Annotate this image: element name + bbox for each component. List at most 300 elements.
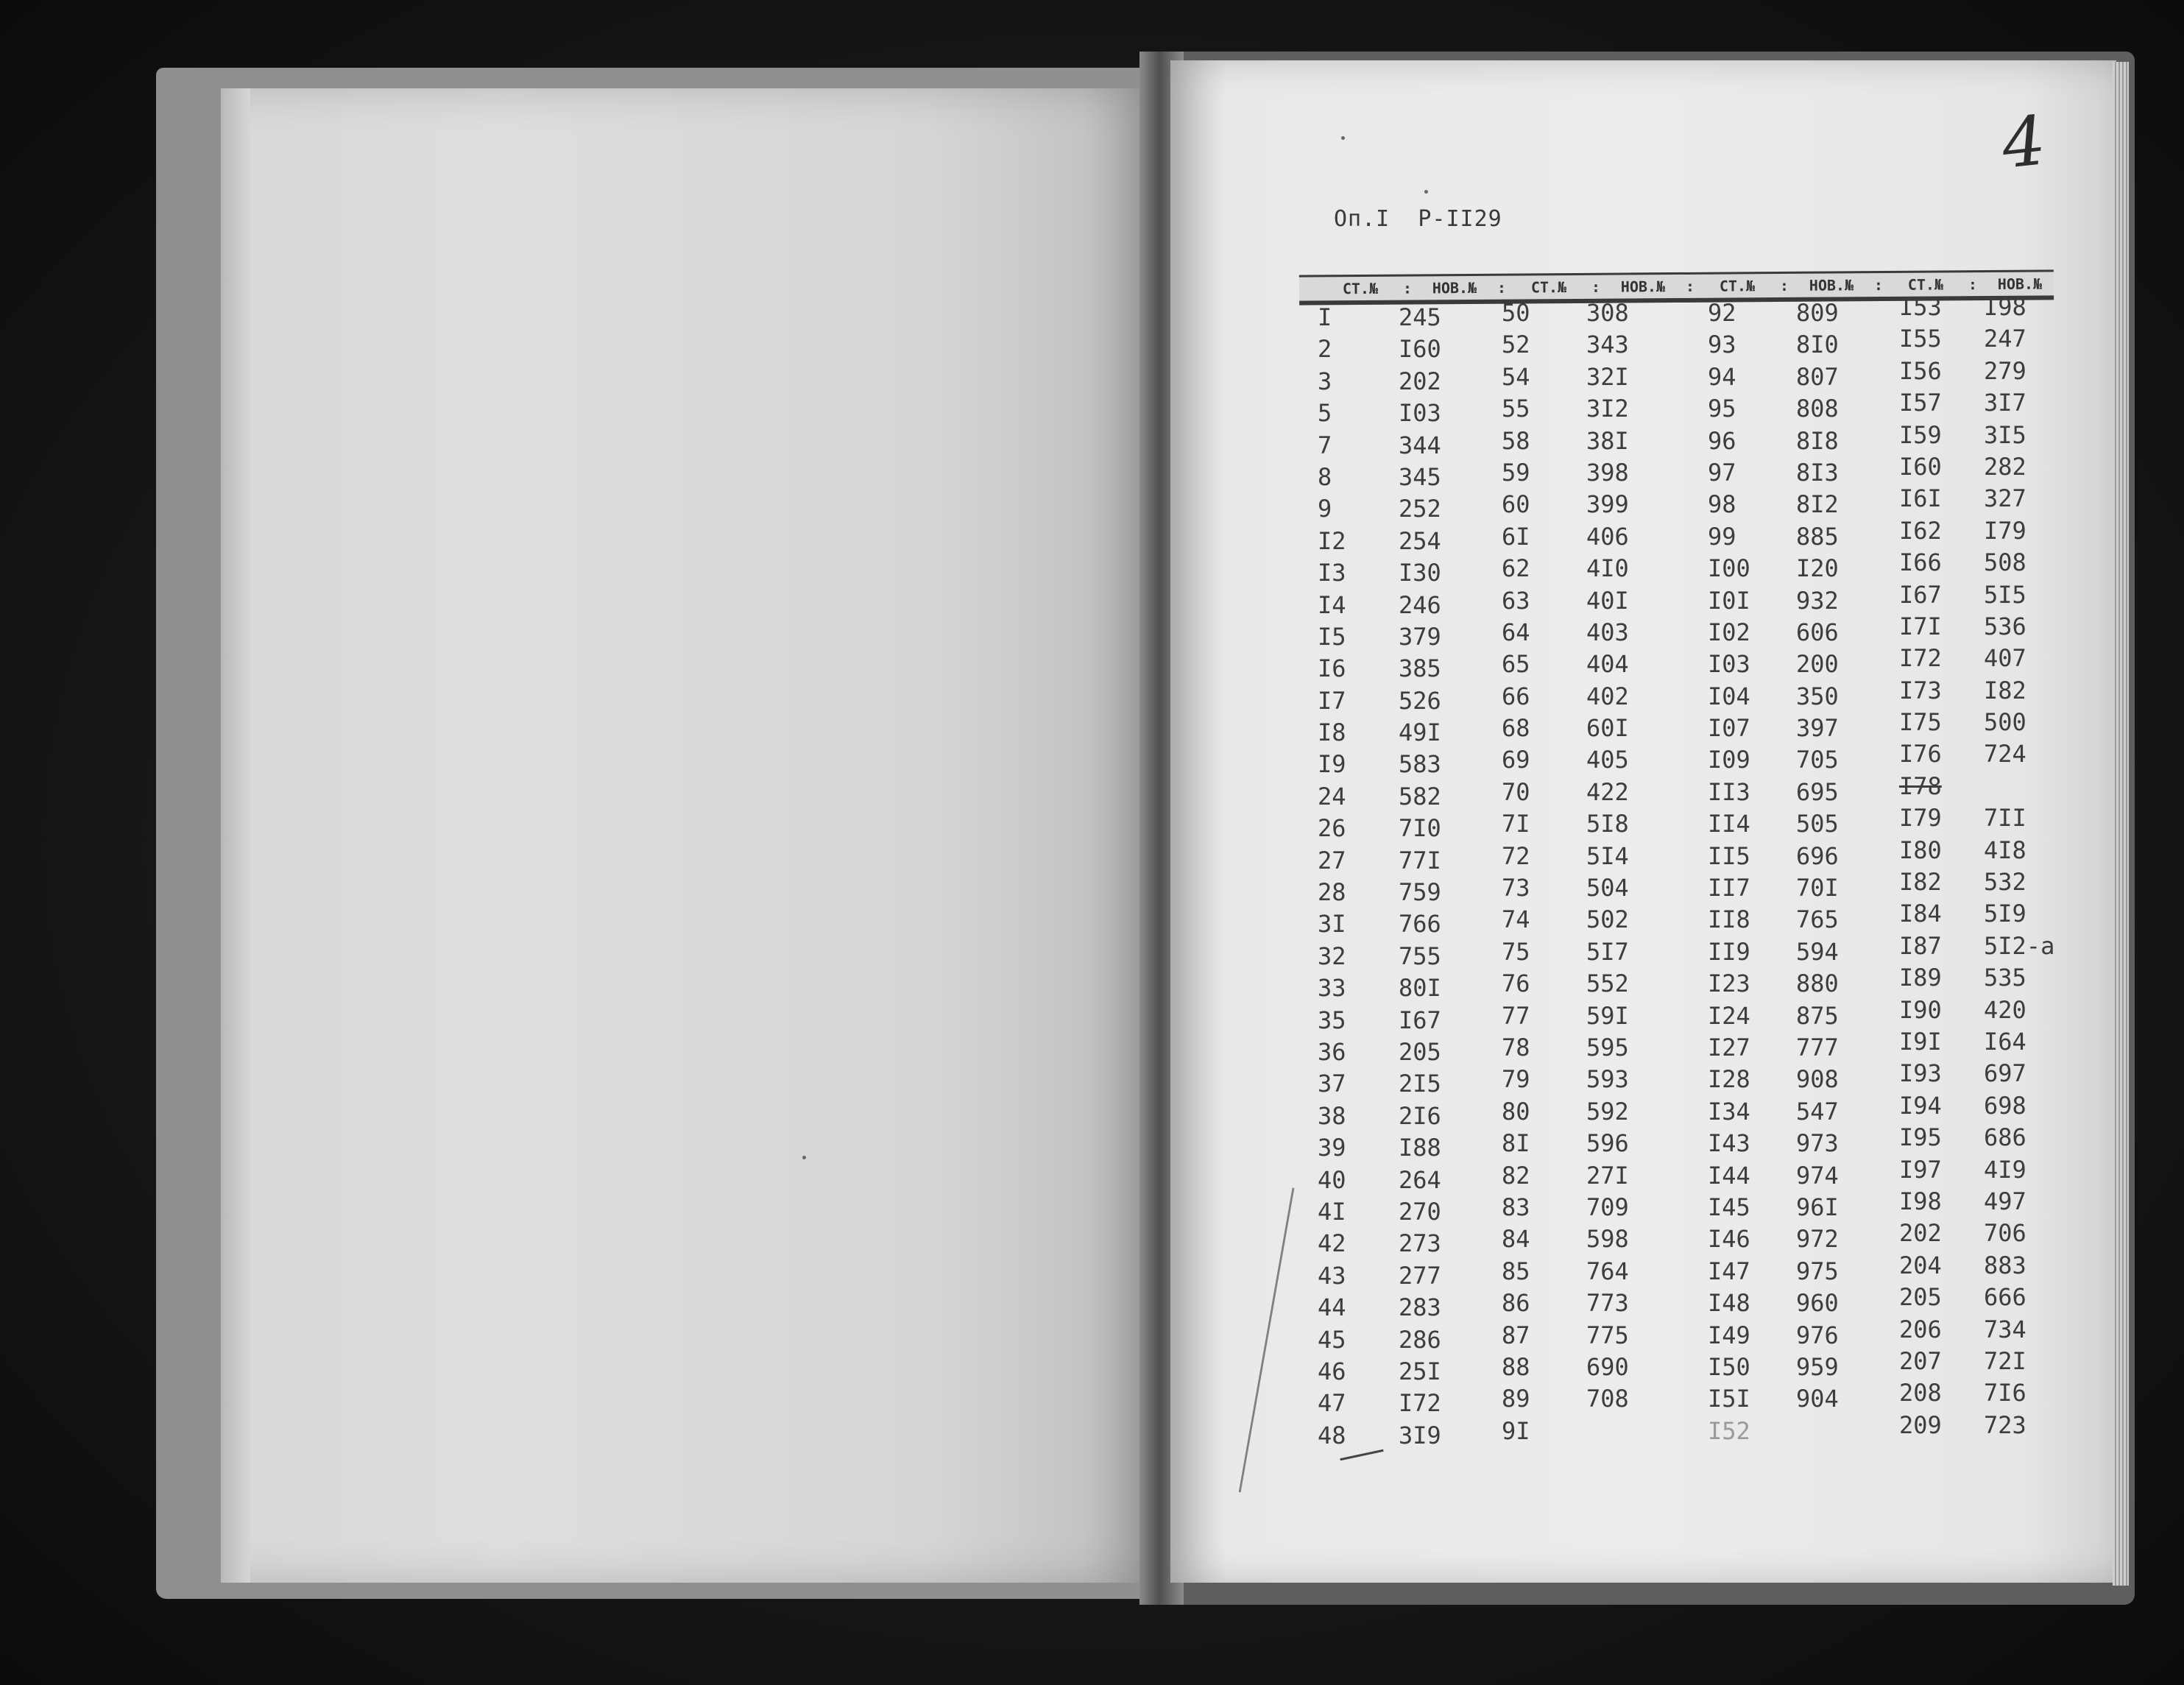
table-cell: 5I4 — [1586, 841, 1629, 870]
table-cell: 58 — [1502, 426, 1530, 455]
table-cell: 75 — [1502, 937, 1530, 966]
table-cell: I6 — [1318, 654, 1346, 683]
table-cell: 54 — [1502, 362, 1530, 391]
table-cell: II9 — [1708, 937, 1750, 966]
table-cell: 4I9 — [1984, 1155, 2026, 1184]
table-cell: I94 — [1899, 1091, 1942, 1120]
column-header-old-4: СТ.№ — [1907, 275, 1944, 294]
table-cell: I9 — [1318, 750, 1346, 779]
table-cell: 27I — [1586, 1161, 1629, 1190]
table-cell: 38 — [1318, 1101, 1346, 1130]
table-cell: 87 — [1502, 1321, 1530, 1349]
table-cell: 536 — [1984, 612, 2026, 640]
table-cell: 48 — [1318, 1421, 1346, 1449]
table-cell: I60 — [1899, 452, 1942, 481]
table-cell — [1796, 1416, 1906, 1447]
column-header-old-2: СТ.№ — [1530, 278, 1567, 297]
table-cell: I28 — [1708, 1065, 1750, 1094]
table-cell: I04 — [1708, 682, 1750, 710]
table-column-new-1 — [1399, 302, 1509, 1452]
table-cell: 36 — [1318, 1037, 1346, 1066]
table-cell: 246 — [1399, 590, 1441, 619]
table-cell: 807 — [1796, 362, 1839, 391]
table-cell: 59 — [1502, 458, 1530, 487]
table-cell: 40I — [1586, 586, 1629, 615]
folio-number: 4 — [1998, 101, 2049, 184]
paper-speck — [1341, 136, 1345, 140]
table-cell: I24 — [1708, 1001, 1750, 1030]
table-cell: 2I6 — [1399, 1101, 1441, 1130]
table-cell: 26 — [1318, 814, 1346, 843]
table-cell: 695 — [1796, 777, 1839, 806]
table-cell: 420 — [1984, 995, 2026, 1024]
table-cell: 606 — [1796, 618, 1839, 646]
table-cell: 202 — [1899, 1219, 1942, 1248]
table-cell: I84 — [1899, 900, 1942, 928]
table-cell: 5I9 — [1984, 900, 2026, 928]
table-cell: I49 — [1708, 1321, 1750, 1349]
table-cell: 96I — [1796, 1193, 1839, 1221]
table-cell: 960 — [1796, 1289, 1839, 1318]
table-cell: 403 — [1586, 618, 1629, 646]
table-cell: 42 — [1318, 1229, 1346, 1258]
table-cell: 98 — [1708, 490, 1736, 519]
table-cell: 7II — [1984, 804, 2026, 833]
table-cell — [1586, 1416, 1697, 1447]
table-cell: 775 — [1586, 1321, 1629, 1349]
table-cell: I59 — [1899, 420, 1942, 449]
table-cell: I0I — [1708, 586, 1750, 615]
table-cell: 497 — [1984, 1187, 2026, 1215]
table-cell: 344 — [1399, 431, 1441, 459]
table-cell: I72 — [1399, 1389, 1441, 1418]
table-cell: II3 — [1708, 777, 1750, 806]
table-cell: I44 — [1708, 1161, 1750, 1190]
table-cell: 8I0 — [1796, 331, 1839, 359]
table-cell: 202 — [1399, 367, 1441, 395]
table-cell: 696 — [1796, 841, 1839, 870]
table-cell: I03 — [1708, 650, 1750, 679]
table-cell: I98 — [1984, 293, 2026, 321]
table-cell: 932 — [1796, 586, 1839, 615]
table-cell: II5 — [1708, 841, 1750, 870]
table-cell: I89 — [1899, 964, 1942, 992]
table-cell: 78 — [1502, 1033, 1530, 1061]
table-cell: I4 — [1318, 590, 1346, 619]
table-cell: 59I — [1586, 1001, 1629, 1030]
table-cell: 88 — [1502, 1352, 1530, 1381]
table-cell: 82 — [1502, 1161, 1530, 1190]
table-cell: 205 — [1899, 1283, 1942, 1312]
table-cell: 398 — [1586, 458, 1629, 487]
table-cell: 72I — [1984, 1346, 2026, 1375]
table-cell: 350 — [1796, 682, 1839, 710]
table-cell: 3I7 — [1984, 389, 2026, 417]
table-cell: I47 — [1708, 1257, 1750, 1285]
table-cell: I09 — [1708, 746, 1750, 774]
table-cell: 705 — [1796, 746, 1839, 774]
table-cell: 60I — [1586, 714, 1629, 743]
table-cell: 975 — [1796, 1257, 1839, 1285]
table-cell: 254 — [1399, 526, 1441, 555]
page-stack-edge — [2113, 62, 2129, 1586]
table-cell: 552 — [1586, 969, 1629, 998]
table-cell: 63 — [1502, 586, 1530, 615]
table-cell: 55 — [1502, 395, 1530, 423]
table-cell: I23 — [1708, 969, 1750, 998]
table-cell: 908 — [1796, 1065, 1839, 1094]
table-cell: I82 — [1984, 676, 2026, 704]
table-cell: I07 — [1708, 714, 1750, 743]
table-cell: 3I2 — [1586, 395, 1629, 423]
table-cell: 583 — [1399, 750, 1441, 779]
table-cell — [1984, 771, 2094, 802]
table-cell: 399 — [1586, 490, 1629, 519]
table-cell: 765 — [1796, 905, 1839, 934]
table-cell: 8 — [1318, 462, 1332, 491]
table-cell: 83 — [1502, 1193, 1530, 1221]
table-cell: I9I — [1899, 1027, 1942, 1056]
table-cell: I73 — [1899, 676, 1942, 704]
table-cell: 582 — [1399, 782, 1441, 810]
table-cell: 3 — [1318, 367, 1332, 395]
table-cell: 7I6 — [1984, 1379, 2026, 1407]
table-cell: 92 — [1708, 299, 1736, 327]
table-cell: 207 — [1899, 1346, 1942, 1375]
table-cell: 379 — [1399, 622, 1441, 651]
table-cell: 68 — [1502, 714, 1530, 743]
table-cell: 880 — [1796, 969, 1839, 998]
table-cell: 959 — [1796, 1352, 1839, 1381]
table-cell: 5I7 — [1586, 937, 1629, 966]
table-cell: 65 — [1502, 650, 1530, 679]
table-cell: 764 — [1586, 1257, 1629, 1285]
table-cell: 508 — [1984, 548, 2026, 577]
table-cell: I — [1318, 303, 1332, 331]
table-cell: 526 — [1399, 686, 1441, 715]
table-cell: I5I — [1708, 1385, 1750, 1413]
table-cell: 9 — [1318, 495, 1332, 523]
table-cell: 5I5 — [1984, 580, 2026, 609]
table-cell: I87 — [1899, 931, 1942, 960]
table-cell: I20 — [1796, 554, 1839, 583]
table-cell: 270 — [1399, 1197, 1441, 1226]
column-header-new-1: НОВ.№ — [1432, 278, 1477, 297]
table-cell: 404 — [1586, 650, 1629, 679]
table-cell: 385 — [1399, 654, 1441, 683]
table-cell: I79 — [1899, 804, 1942, 833]
table-cell: I46 — [1708, 1225, 1750, 1254]
table-cell: 252 — [1399, 495, 1441, 523]
table-cell: 247 — [1984, 325, 2026, 353]
table-cell: 66 — [1502, 682, 1530, 710]
table-cell: 504 — [1586, 874, 1629, 902]
table-cell: 62 — [1502, 554, 1530, 583]
table-cell: 422 — [1586, 777, 1629, 806]
table-cell: 755 — [1399, 942, 1441, 970]
table-cell: I02 — [1708, 618, 1750, 646]
number-concordance-table — [1296, 293, 2105, 1480]
table-cell: 40 — [1318, 1165, 1346, 1194]
table-cell: 95 — [1708, 395, 1736, 423]
table-cell: 209 — [1899, 1410, 1942, 1439]
table-cell: 8I8 — [1796, 426, 1839, 455]
table-cell: 972 — [1796, 1225, 1839, 1254]
table-cell: 32I — [1586, 362, 1629, 391]
table-cell: 535 — [1984, 964, 2026, 992]
table-cell: I2 — [1318, 526, 1346, 555]
table-cell: 73 — [1502, 874, 1530, 902]
table-cell: 724 — [1984, 740, 2026, 769]
table-cell: 809 — [1796, 299, 1839, 327]
table-cell: 308 — [1586, 299, 1629, 327]
table-cell: 7I0 — [1399, 814, 1441, 843]
table-cell: 2I5 — [1399, 1070, 1441, 1098]
table-column-new-3 — [1796, 297, 1906, 1447]
table-cell: 64 — [1502, 618, 1530, 646]
table-cell: I50 — [1708, 1352, 1750, 1381]
column-header-old-1: СТ.№ — [1342, 279, 1379, 298]
table-cell: 208 — [1899, 1379, 1942, 1407]
table-cell: 97 — [1708, 458, 1736, 487]
paper-speck — [1424, 190, 1428, 194]
table-cell: I6I — [1899, 484, 1942, 513]
table-cell: 24 — [1318, 782, 1346, 810]
table-cell: 80 — [1502, 1097, 1530, 1126]
table-cell: 885 — [1796, 522, 1839, 551]
table-cell: I52 — [1708, 1416, 1750, 1445]
table-cell: 286 — [1399, 1325, 1441, 1354]
table-cell: 402 — [1586, 682, 1629, 710]
table-cell: 666 — [1984, 1283, 2026, 1312]
table-cell: 70I — [1796, 874, 1839, 902]
table-cell: 406 — [1586, 522, 1629, 551]
column-header-old-3: СТ.№ — [1719, 277, 1756, 295]
table-cell: 875 — [1796, 1001, 1839, 1030]
table-cell: 200 — [1796, 650, 1839, 679]
table-cell: 973 — [1796, 1129, 1839, 1158]
table-cell: I8 — [1318, 718, 1346, 747]
table-cell: 9I — [1502, 1416, 1530, 1445]
table-cell: 283 — [1399, 1293, 1441, 1322]
table-cell: I82 — [1899, 868, 1942, 897]
table-column-headers: СТ.№ : НОВ.№ : СТ.№ : НОВ.№ : СТ.№ : НОВ.№ : СТ.№ : НОВ.№ — [1299, 269, 2054, 305]
table-cell: I45 — [1708, 1193, 1750, 1221]
table-cell: I00 — [1708, 554, 1750, 583]
table-cell: 52 — [1502, 331, 1530, 359]
table-cell: 595 — [1586, 1033, 1629, 1061]
table-cell: I79 — [1984, 516, 2026, 545]
table-cell: I30 — [1399, 559, 1441, 587]
table-cell: 407 — [1984, 644, 2026, 673]
table-cell: 264 — [1399, 1165, 1441, 1194]
table-cell: 99 — [1708, 522, 1736, 551]
table-column-new-2 — [1586, 297, 1697, 1447]
table-cell: 70 — [1502, 777, 1530, 806]
table-cell: 397 — [1796, 714, 1839, 743]
table-cell: 49I — [1399, 718, 1441, 747]
table-cell: 976 — [1796, 1321, 1839, 1349]
table-cell: 273 — [1399, 1229, 1441, 1258]
table-cell: 74 — [1502, 905, 1530, 934]
inventory-header: Оп.I Р-II29 — [1334, 206, 1502, 232]
table-cell: 697 — [1984, 1059, 2026, 1088]
table-cell: I75 — [1899, 708, 1942, 737]
table-cell: 4I0 — [1586, 554, 1629, 583]
table-cell: 708 — [1586, 1385, 1629, 1413]
table-cell: I60 — [1399, 335, 1441, 364]
table-cell: 206 — [1899, 1315, 1942, 1343]
table-cell: 505 — [1796, 810, 1839, 838]
table-cell: 766 — [1399, 910, 1441, 939]
table-cell: 50 — [1502, 299, 1530, 327]
table-cell: 8I — [1502, 1129, 1530, 1158]
table-cell: 5I8 — [1586, 810, 1629, 838]
table-cell: 96 — [1708, 426, 1736, 455]
table-cell: I80 — [1899, 836, 1942, 864]
table-cell: 547 — [1796, 1097, 1839, 1126]
table-cell: 93 — [1708, 331, 1736, 359]
table-cell: 33 — [1318, 974, 1346, 1003]
table-cell: 974 — [1796, 1161, 1839, 1190]
table-cell: II8 — [1708, 905, 1750, 934]
table-cell: 76 — [1502, 969, 1530, 998]
table-cell: I62 — [1899, 516, 1942, 545]
table-cell: 77I — [1399, 846, 1441, 875]
table-cell: 593 — [1586, 1065, 1629, 1094]
table-cell: 723 — [1984, 1410, 2026, 1439]
table-cell: 592 — [1586, 1097, 1629, 1126]
table-cell: 598 — [1586, 1225, 1629, 1254]
table-cell: 709 — [1586, 1193, 1629, 1221]
table-cell: I88 — [1399, 1134, 1441, 1162]
table-cell: 596 — [1586, 1129, 1629, 1158]
table-cell: I78 — [1899, 771, 1942, 800]
table-cell: 46 — [1318, 1357, 1346, 1385]
table-cell: 25I — [1399, 1357, 1441, 1385]
table-cell: I67 — [1899, 580, 1942, 609]
table-cell: I57 — [1899, 389, 1942, 417]
table-cell: 594 — [1796, 937, 1839, 966]
table-cell: 279 — [1984, 356, 2026, 385]
table-cell: I76 — [1899, 740, 1942, 769]
table-cell: 37 — [1318, 1070, 1346, 1098]
table-cell: 327 — [1984, 484, 2026, 513]
table-cell: I7 — [1318, 686, 1346, 715]
table-cell: I53 — [1899, 293, 1942, 321]
table-cell: I72 — [1899, 644, 1942, 673]
table-cell: 85 — [1502, 1257, 1530, 1285]
table-cell: 698 — [1984, 1091, 2026, 1120]
table-cell: I56 — [1899, 356, 1942, 385]
table-cell: 77 — [1502, 1001, 1530, 1030]
table-cell: 7 — [1318, 431, 1332, 459]
table-cell: I64 — [1984, 1027, 2026, 1056]
table-cell: 204 — [1899, 1251, 1942, 1279]
table-cell: 8I2 — [1796, 490, 1839, 519]
table-cell: 883 — [1984, 1251, 2026, 1279]
table-cell: I27 — [1708, 1033, 1750, 1061]
table-cell: 4I8 — [1984, 836, 2026, 864]
table-cell: 69 — [1502, 746, 1530, 774]
table-cell: II7 — [1708, 874, 1750, 902]
table-cell: 28 — [1318, 878, 1346, 907]
table-cell: 7I — [1502, 810, 1530, 838]
table-cell: 35 — [1318, 1006, 1346, 1034]
table-cell: 32 — [1318, 942, 1346, 970]
table-cell: 39 — [1318, 1134, 1346, 1162]
table-cell: I7I — [1899, 612, 1942, 640]
table-cell: 84 — [1502, 1225, 1530, 1254]
table-cell: 60 — [1502, 490, 1530, 519]
table-cell: I03 — [1399, 399, 1441, 428]
table-cell: 773 — [1586, 1289, 1629, 1318]
column-header-new-4: НОВ.№ — [1997, 275, 2043, 293]
table-cell: 502 — [1586, 905, 1629, 934]
table-cell: I55 — [1899, 325, 1942, 353]
table-cell: 6I — [1502, 522, 1530, 551]
table-cell: 3I — [1318, 910, 1346, 939]
table-cell: 2 — [1318, 335, 1332, 364]
table-cell: I3 — [1318, 559, 1346, 587]
table-cell: 343 — [1586, 331, 1629, 359]
table-cell: 282 — [1984, 452, 2026, 481]
left-page-blank — [221, 88, 1156, 1583]
table-cell: 3I5 — [1984, 420, 2026, 449]
table-cell: I95 — [1899, 1123, 1942, 1152]
table-cell: 532 — [1984, 868, 2026, 897]
table-cell: 72 — [1502, 841, 1530, 870]
table-cell: I43 — [1708, 1129, 1750, 1158]
table-cell: 245 — [1399, 303, 1441, 331]
table-cell: I97 — [1899, 1155, 1942, 1184]
table-cell: 904 — [1796, 1385, 1839, 1413]
table-cell: 405 — [1586, 746, 1629, 774]
table-cell: 706 — [1984, 1219, 2026, 1248]
table-cell: 5I2-а — [1984, 931, 2055, 960]
table-cell: 47 — [1318, 1389, 1346, 1418]
table-cell: 44 — [1318, 1293, 1346, 1322]
table-cell: I67 — [1399, 1006, 1441, 1034]
table-cell: I98 — [1899, 1187, 1942, 1215]
table-cell: 500 — [1984, 708, 2026, 737]
table-cell: 808 — [1796, 395, 1839, 423]
table-cell: I90 — [1899, 995, 1942, 1024]
table-cell: 43 — [1318, 1261, 1346, 1290]
table-cell: I66 — [1899, 548, 1942, 577]
table-cell: 8I3 — [1796, 458, 1839, 487]
table-cell: 38I — [1586, 426, 1629, 455]
table-cell: I5 — [1318, 622, 1346, 651]
table-cell: I48 — [1708, 1289, 1750, 1318]
table-cell: 86 — [1502, 1289, 1530, 1318]
table-cell: 5 — [1318, 399, 1332, 428]
table-cell: I93 — [1899, 1059, 1942, 1088]
table-cell: 345 — [1399, 462, 1441, 491]
table-column-new-4 — [1984, 292, 2094, 1441]
table-cell: 45 — [1318, 1325, 1346, 1354]
left-page-edge — [221, 88, 250, 1583]
table-cell: I34 — [1708, 1097, 1750, 1126]
table-cell: 3I9 — [1399, 1421, 1441, 1449]
table-cell: 205 — [1399, 1037, 1441, 1066]
table-cell: 80I — [1399, 974, 1441, 1003]
table-cell: 690 — [1586, 1352, 1629, 1381]
table-cell: 79 — [1502, 1065, 1530, 1094]
table-cell: 686 — [1984, 1123, 2026, 1152]
table-cell: 734 — [1984, 1315, 2026, 1343]
table-cell: 777 — [1796, 1033, 1839, 1061]
